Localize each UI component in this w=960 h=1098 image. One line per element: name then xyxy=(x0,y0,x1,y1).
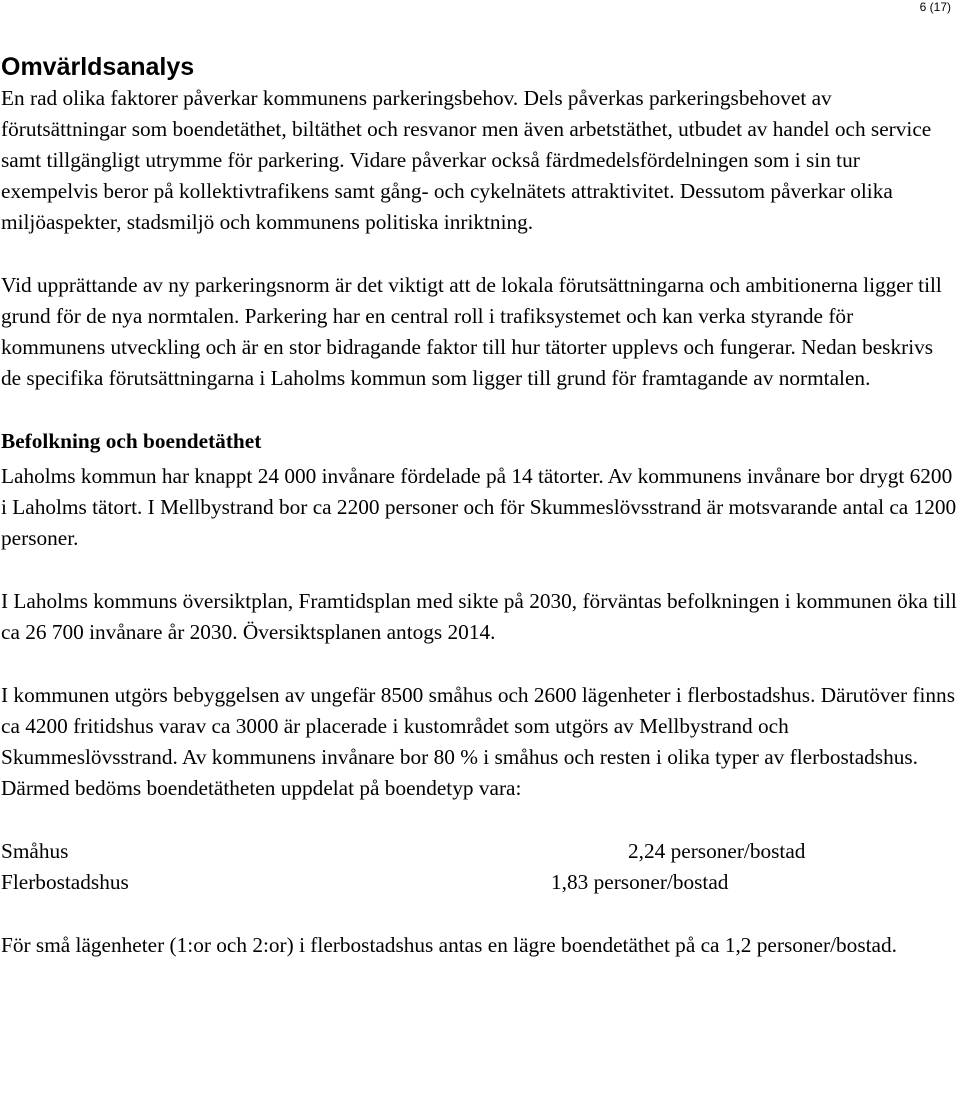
density-row-smahus xyxy=(1,836,957,867)
density-value: 2,24 personer/bostad xyxy=(628,839,806,863)
document-body xyxy=(1,52,957,961)
section-heading-population: Befolkning och boendetäthet xyxy=(1,429,262,453)
intro-paragraph: En rad olika faktorer påverkar kommunens parkeringsbehov. Dels påverkas parkeringsbehovet av förutsättningar som boendetäthet, biltäthet och resvanor men även arbetstäthet, utbudet av handel och service samt tillgängligt utrymme för parkering. Vidare påverkar också färdmedelsfördelningen som i sin tur exempelvis beror på kollektivtrafikens samt gång- och cykelnätets attraktivitet. Dessutom påverkar olika miljöaspekter, stadsmiljö och kommunens politiska inriktning. xyxy=(1,86,932,234)
density-row-flerbostadshus xyxy=(1,867,957,898)
housing-paragraph: I kommunen utgörs bebyggelsen av ungefär 8500 småhus och 2600 lägenheter i flerbostadshus. Därutöver finns ca 4200 fritidshus varav ca 3000 är placerade i kustområdet som utgörs av Mellbystrand och Skummeslövsstrand. Av kommunens invånare bor 80 % i småhus och resten i olika typer av flerbostadshus. Därmed bedöms boendetätheten uppdelat på boendetyp vara: xyxy=(1,683,955,800)
housing-density-table xyxy=(1,836,957,898)
norm-paragraph: Vid upprättande av ny parkeringsnorm är det viktigt att de lokala förutsättningarna och ambitionerna ligger till grund för de nya normtalen. Parkering har en central roll i trafiksystemet och kan verka styrande för kommunens utveckling och är en stor bidragande faktor till hur tätorter upplevs och fungerar. Nedan beskrivs de specifika förutsättningarna i Laholms kommun som ligger till grund för framtagande av normtalen. xyxy=(1,273,942,390)
page-number: 6 (17) xyxy=(919,0,951,14)
population-paragraph: Laholms kommun har knappt 24 000 invånare fördelade på 14 tätorter. Av kommunens invånare bor drygt 6200 i Laholms tätort. I Mellbystrand bor ca 2200 personer och för Skummeslövsstrand är motsvarande antal ca 1200 personer. xyxy=(1,464,957,550)
density-value: 1,83 personer/bostad xyxy=(551,870,729,894)
density-type-label: Flerbostadshus xyxy=(1,870,129,894)
comprehensive-plan-paragraph: I Laholms kommuns översiktplan, Framtidsplan med sikte på 2030, förväntas befolkningen i kommunen öka till ca 26 700 invånare år 2030. Översiktsplanen antogs 2014. xyxy=(1,589,957,644)
small-apartments-paragraph: För små lägenheter (1:or och 2:or) i flerbostadshus antas en lägre boendetäthet på ca 1,2 personer/bostad. xyxy=(1,933,897,957)
page-title: Omvärldsanalys xyxy=(1,53,195,81)
density-type-label: Småhus xyxy=(1,839,69,863)
